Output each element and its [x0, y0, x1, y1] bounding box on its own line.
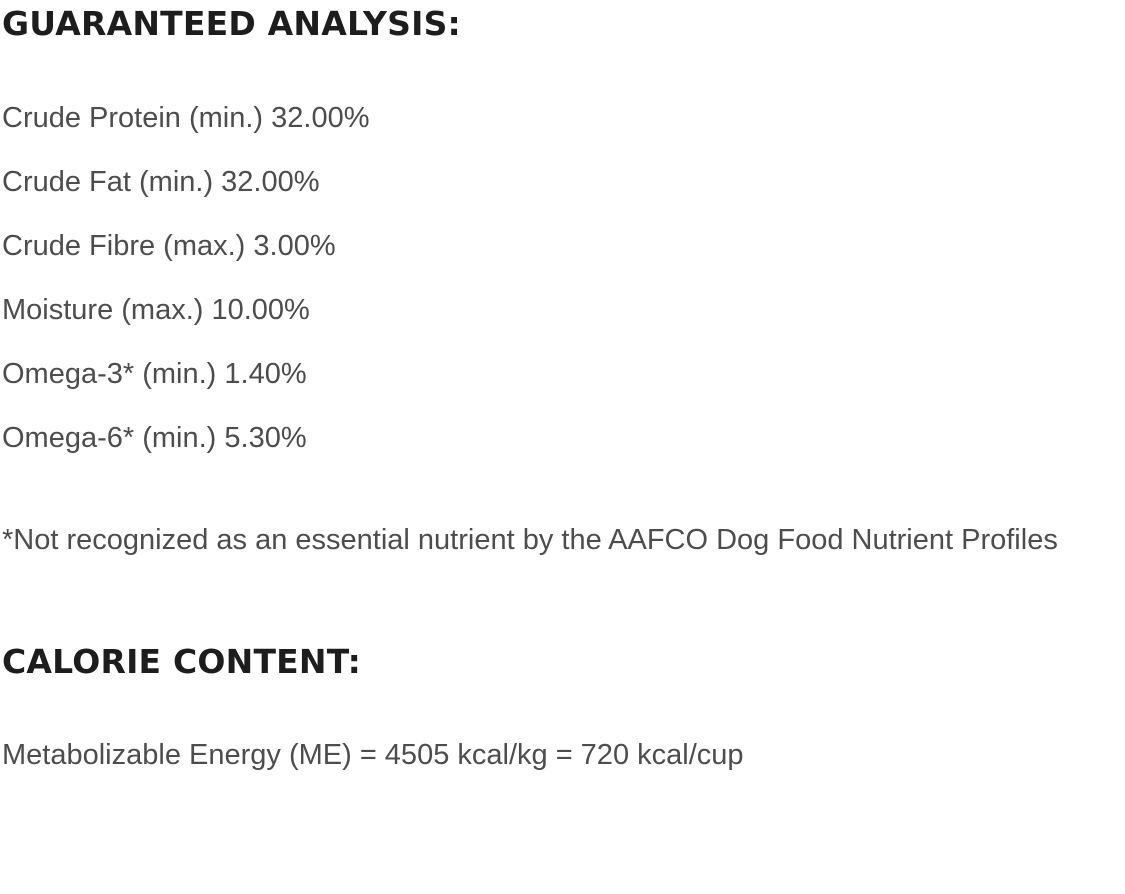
list-item: Moisture (max.) 10.00%: [2, 294, 310, 327]
calorie-content-heading: CALORIE CONTENT:: [2, 642, 362, 682]
list-item: Crude Fibre (max.) 3.00%: [2, 230, 336, 263]
footnote-text: *Not recognized as an essential nutrient by the AAFCO Dog Food Nutrient Profiles: [2, 524, 1058, 557]
list-item: Omega-3* (min.) 1.40%: [2, 358, 307, 391]
calorie-content-block: [2, 723, 1125, 787]
guaranteed-analysis-list: [2, 86, 1125, 470]
guaranteed-analysis-footnote: [2, 508, 1125, 572]
list-item: Crude Fat (min.) 32.00%: [2, 166, 320, 199]
calorie-content-value: Metabolizable Energy (ME) = 4505 kcal/kg = 720 kcal/cup: [2, 738, 744, 771]
list-item: Omega-6* (min.) 5.30%: [2, 422, 307, 455]
list-item: Crude Protein (min.) 32.00%: [2, 102, 370, 135]
guaranteed-analysis-heading: GUARANTEED ANALYSIS:: [2, 4, 461, 43]
